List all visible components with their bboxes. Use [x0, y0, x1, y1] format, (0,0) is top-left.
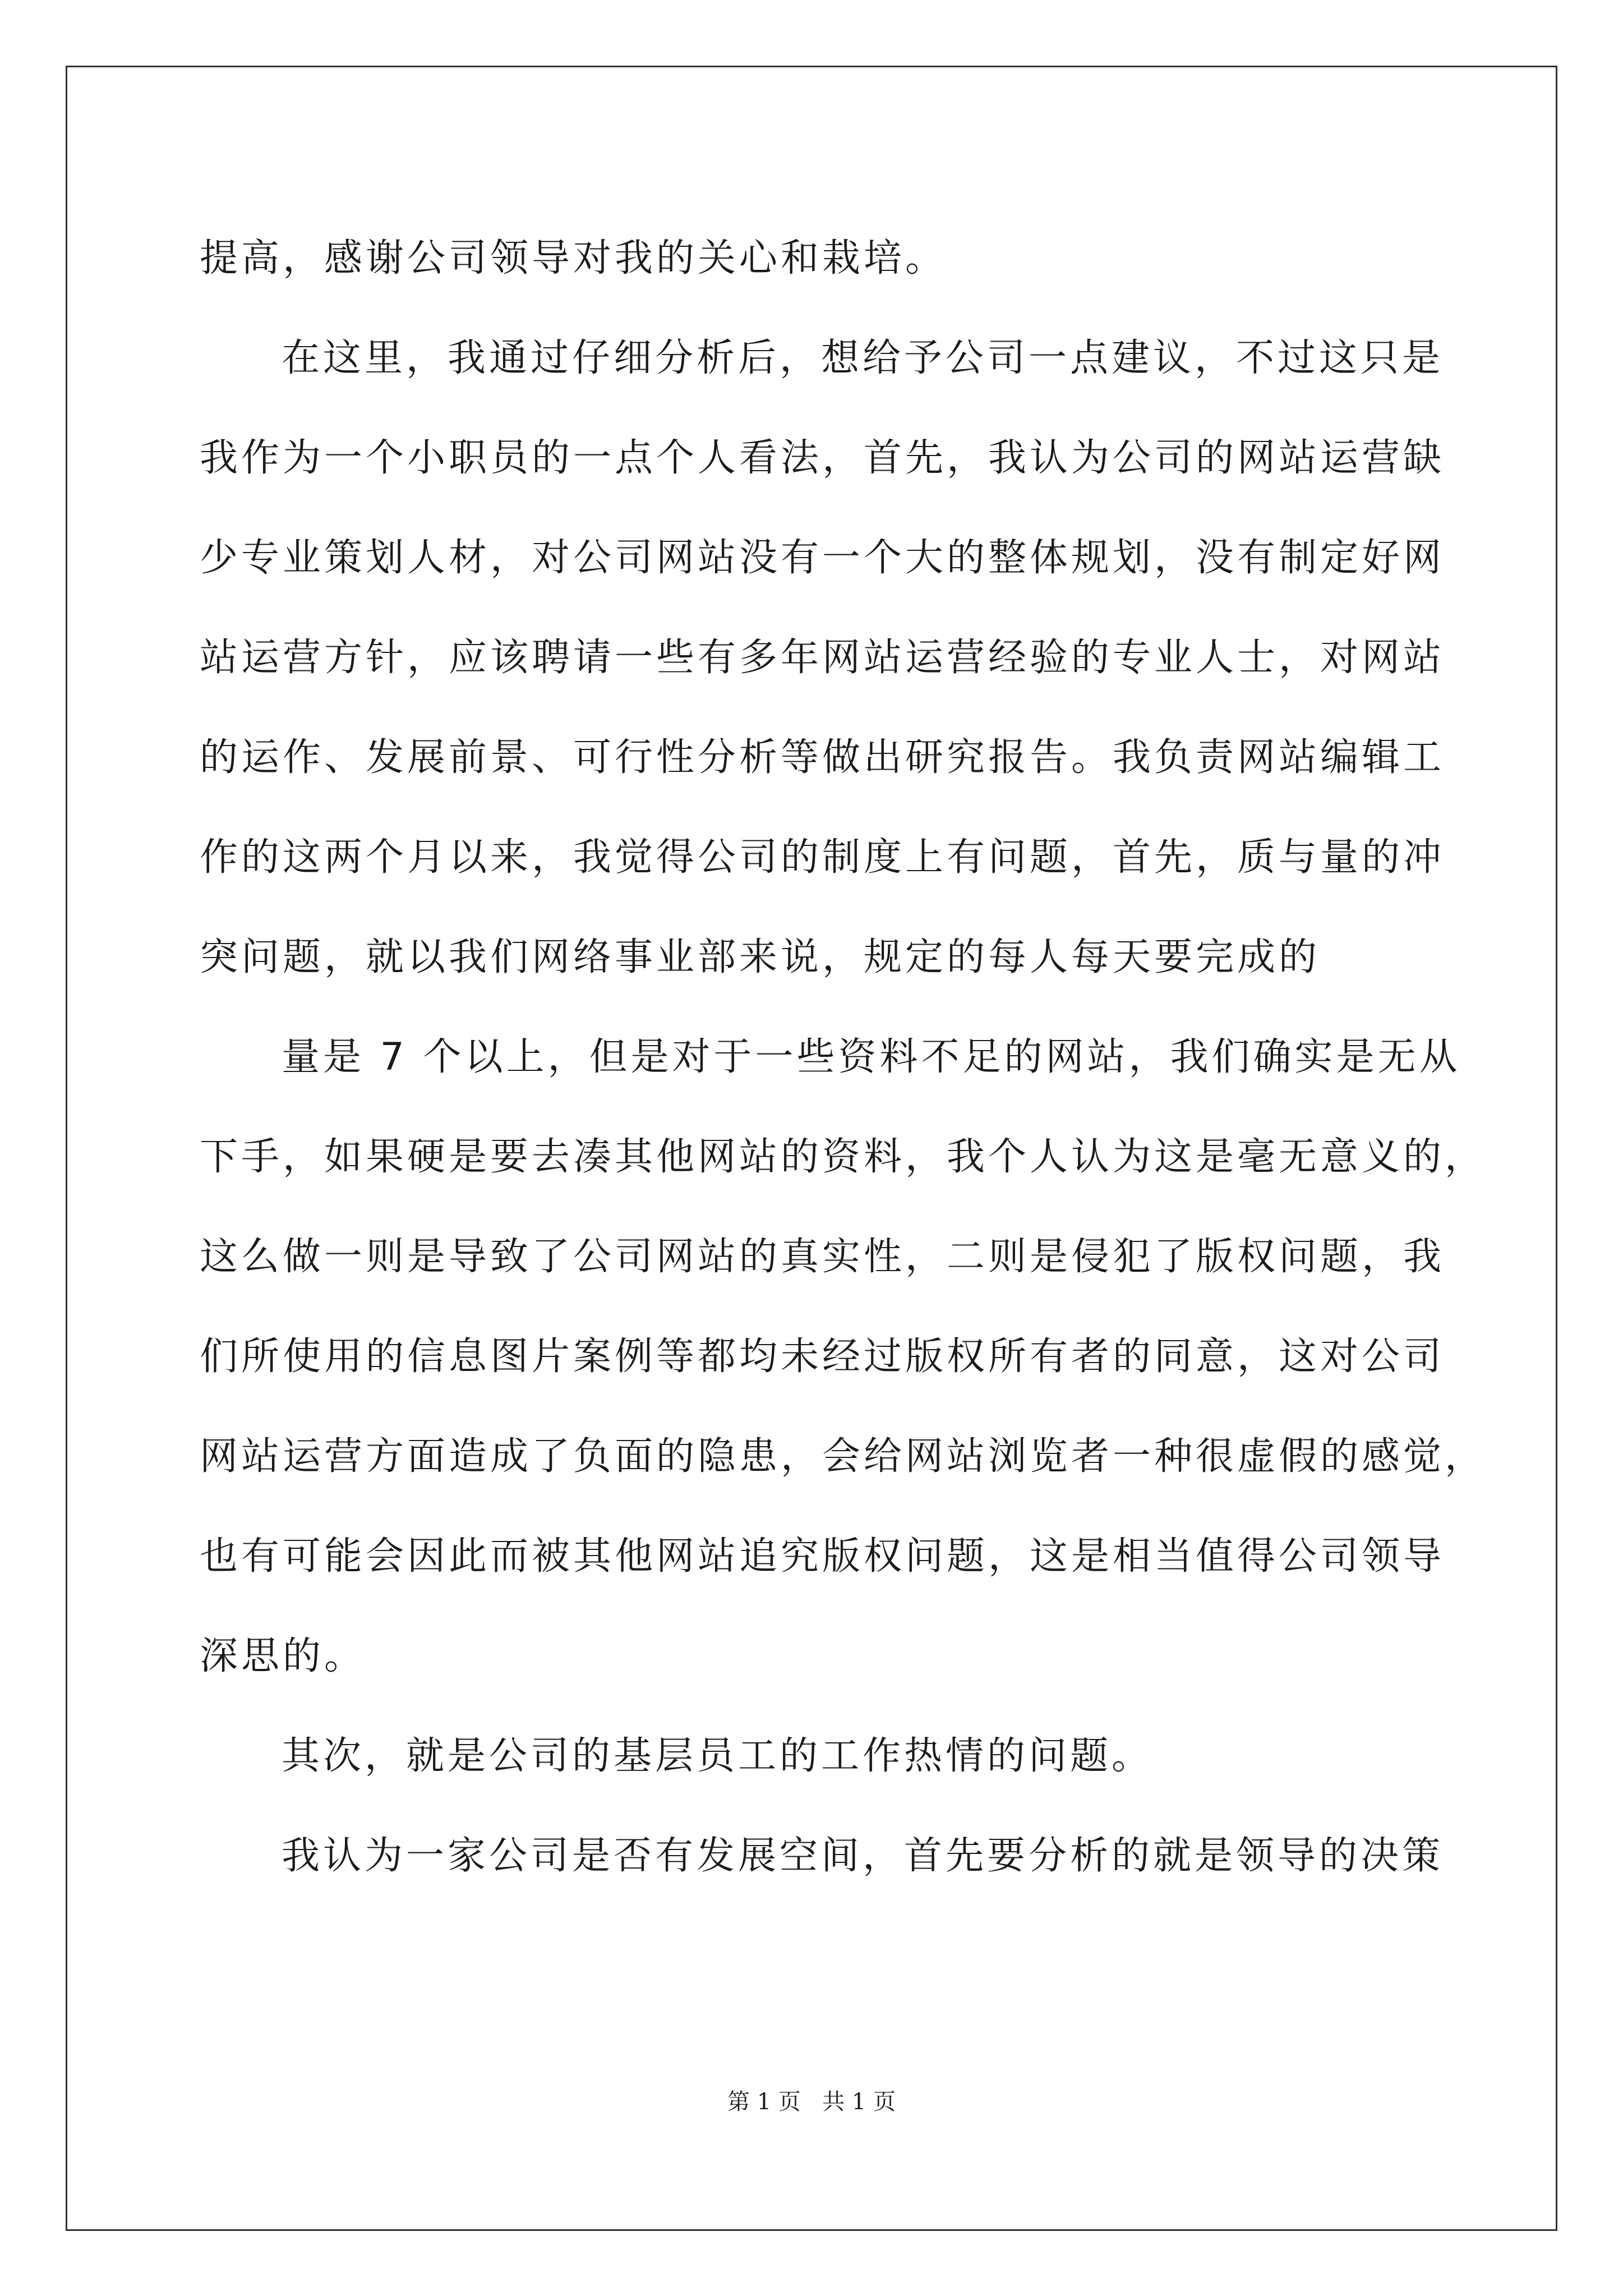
text-line: 少专业策划人材，对公司网站没有一个大的整体规划，没有制定好网	[200, 535, 1445, 580]
text-line: 的运作、发展前景、可行性分析等做出研究报告。我负责网站编辑工	[200, 735, 1445, 780]
text-line: 们所使用的信息图片案例等都均未经过版权所有者的同意，这对公司	[200, 1334, 1445, 1379]
text-line: 作的这两个月以来，我觉得公司的制度上有问题，首先，质与量的冲	[200, 835, 1445, 880]
page-number-footer: 第 1 页 共 1 页	[727, 2089, 896, 2115]
text-line: 突问题，就以我们网络事业部来说，规定的每人每天要完成的	[200, 935, 1321, 979]
text-line: 我认为一家公司是否有发展空间，首先要分析的就是领导的决策	[282, 1833, 1444, 1878]
text-line: 提高，感谢公司领导对我的关心和栽培。	[200, 236, 947, 280]
text-line: 这么做一则是导致了公司网站的真实性，二则是侵犯了版权问题，我	[200, 1234, 1445, 1279]
text-line: 量是 7 个以上，但是对于一些资料不足的网站，我们确实是无从	[282, 1034, 1461, 1079]
text-line: 其次，就是公司的基层员工的工作热情的问题。	[282, 1733, 1154, 1778]
text-line: 站运营方针，应该聘请一些有多年网站运营经验的专业人士，对网站	[200, 635, 1445, 680]
text-line: 下手，如果硬是要去凑其他网站的资料，我个人认为这是毫无意义的，	[200, 1134, 1487, 1179]
text-line: 我作为一个小职员的一点个人看法，首先，我认为公司的网站运营缺	[200, 435, 1445, 480]
text-line: 深思的。	[200, 1634, 366, 1678]
document-body	[200, 205, 1487, 1902]
text-line: 在这里，我通过仔细分析后，想给予公司一点建议，不过这只是	[282, 335, 1444, 380]
text-line: 网站运营方面造成了负面的隐患，会给网站浏览者一种很虚假的感觉，	[200, 1434, 1487, 1479]
text-line: 也有可能会因此而被其他网站追究版权问题，这是相当值得公司领导	[200, 1534, 1445, 1579]
